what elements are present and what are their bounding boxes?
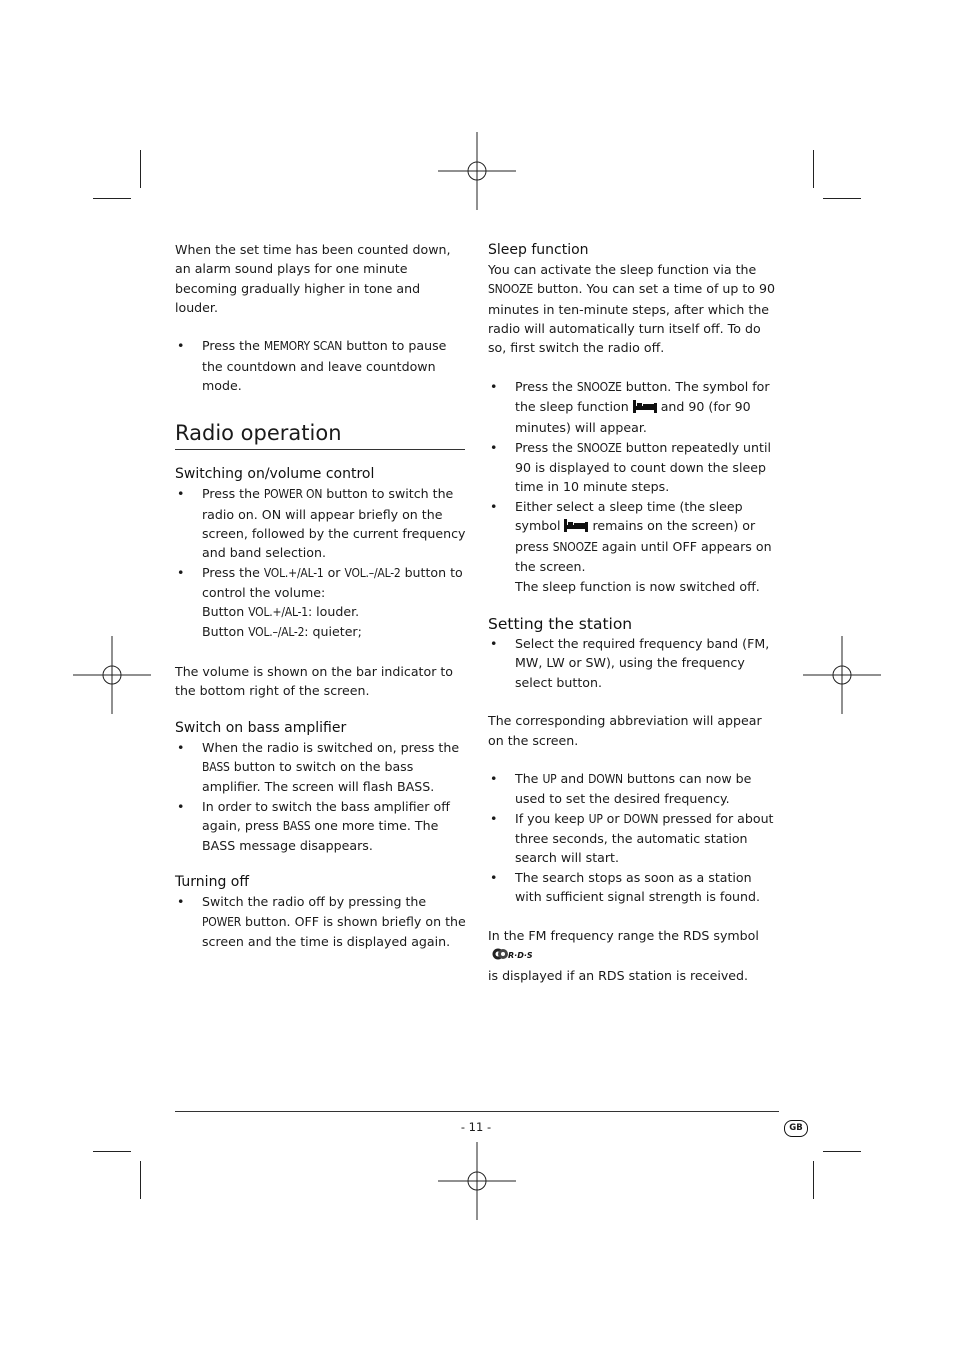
registration-mark-icon — [73, 636, 151, 714]
memory-scan-list — [175, 336, 467, 395]
key-label: UP — [542, 772, 557, 787]
key-label: UP — [588, 811, 603, 826]
list-item: • Press the POWER ON button to switch the radio on. ON will appear briefly on the screen, followed by the current frequency and band selection. — [177, 486, 466, 561]
list-item: • Either select a sleep time (the sleep symbol remains on the screen) or press SNOOZE again until OFF appears on the screen. The sleep function is now switched off. — [490, 498, 772, 594]
subheading-bass: Switch on bass amplifier — [175, 719, 347, 736]
key-label: SNOOZE — [488, 282, 533, 297]
station-search-list — [488, 769, 780, 906]
list-item: • When the radio is switched on, press the BASS button to switch on the bass amplifier. The screen will flash BASS. — [177, 739, 460, 795]
section-title: Radio operation — [175, 419, 465, 450]
left-column — [175, 240, 467, 951]
key-label: SNOOZE — [576, 440, 622, 455]
switching-list — [175, 484, 467, 642]
key-label: VOL.+/AL-1 — [263, 565, 324, 580]
list-item: • Press the MEMORY SCAN button to pause the countdown and leave countdown mode. — [177, 338, 447, 394]
list-item: • Switch the radio off by pressing the POWER button. OFF is shown briefly on the screen and the time is displayed again. — [177, 894, 466, 950]
turning-off-list — [175, 892, 467, 951]
bed-icon — [564, 518, 588, 537]
crop-mark — [140, 150, 141, 188]
registration-mark-icon — [803, 636, 881, 714]
country-badge: GB — [784, 1120, 808, 1137]
key-label: VOL.–/AL-2 — [248, 625, 305, 640]
bass-list — [175, 738, 467, 856]
crop-mark — [813, 150, 814, 188]
crop-mark — [823, 198, 861, 199]
subheading-sleep: Sleep function — [488, 242, 589, 258]
key-label: BASS — [202, 759, 230, 774]
page-number: - 11 - — [460, 1120, 492, 1134]
abbreviation-note-paragraph: The corresponding abbreviation will appear on the screen. — [488, 713, 762, 748]
footer-rule — [175, 1111, 779, 1112]
subheading-switching: Switching on/volume control — [175, 466, 375, 483]
alarm-intro-paragraph: When the set time has been counted down, an alarm sound plays for one minute becoming gradually higher in tone and louder. — [175, 242, 451, 315]
key-label: BASS — [282, 818, 311, 833]
key-label: VOL.+/AL-1 — [248, 605, 308, 620]
list-item: • Press the SNOOZE button repeatedly until 90 is displayed to count down the sleep time in 10 minute steps. — [490, 439, 771, 495]
list-item: • Press the SNOOZE button. The symbol for the sleep function and 90 (for 90 minutes) will appear. — [490, 378, 770, 436]
key-label: VOL.–/AL-2 — [344, 565, 401, 580]
key-label: SNOOZE — [576, 379, 622, 394]
rds-note-paragraph: In the FM frequency range the RDS symbol R·D·S is displayed if an RDS station is received. — [488, 927, 759, 984]
registration-mark-icon — [438, 1142, 516, 1220]
subheading-setting-station: Setting the station — [488, 615, 633, 634]
key-label: MEMORY SCAN — [263, 339, 343, 354]
key-label: POWER ON — [263, 487, 323, 502]
list-item: • Select the required frequency band (FM, MW, LW or SW), using the frequency select button. — [490, 636, 770, 690]
key-label: DOWN — [623, 811, 659, 826]
key-label: DOWN — [588, 772, 623, 787]
key-label: SNOOZE — [552, 540, 598, 555]
crop-mark — [93, 198, 131, 199]
crop-mark — [93, 1151, 131, 1152]
key-label: POWER — [202, 914, 242, 929]
list-item: • Press the VOL.+/AL-1 or VOL.–/AL-2 button to control the volume: Button VOL.+/AL-1: louder. Button VOL.–/AL-2: quieter; — [177, 564, 463, 640]
crop-mark — [813, 1161, 814, 1199]
crop-mark — [140, 1161, 141, 1199]
list-item: • If you keep UP or DOWN pressed for about three seconds, the automatic station search will start. — [490, 810, 774, 866]
registration-mark-icon — [438, 132, 516, 210]
volume-note-paragraph: The volume is shown on the bar indicator to the bottom right of the screen. — [175, 664, 454, 699]
list-item: • In order to switch the bass amplifier off again, press BASS one more time. The BASS message disappears. — [177, 798, 450, 854]
station-band-list — [488, 634, 780, 692]
crop-mark — [823, 1151, 861, 1152]
list-item: • The UP and DOWN buttons can now be used to set the desired frequency. — [490, 771, 752, 807]
subheading-turning-off: Turning off — [175, 874, 249, 891]
right-column — [488, 240, 780, 985]
svg-text:R·D·S: R·D·S — [508, 950, 532, 960]
bed-icon — [633, 399, 657, 418]
list-item: • The search stops as soon as a station with sufficient signal strength is found. — [490, 869, 760, 904]
sleep-list — [488, 377, 780, 596]
rds-logo-icon — [492, 947, 532, 966]
sleep-intro-paragraph: You can activate the sleep function via the SNOOZE button. You can set a time of up to 90 minutes in ten-minute steps, after which the radio will automatically turn itself off. To do so, first switch the radio off. — [488, 262, 776, 356]
